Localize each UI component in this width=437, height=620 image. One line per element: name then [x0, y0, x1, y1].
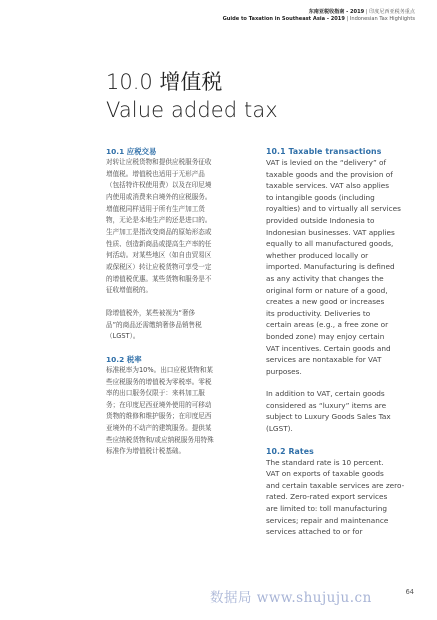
- paragraph-rates-en: The standard rate is 10 percent. VAT on exports of taxable goods and certain taxable services are zero- rated. Zero-rated export services are limited to: toll manufacturing services; repair and maintenance services attached to or for: [266, 457, 405, 537]
- section-heading-taxable-cn: 10.1 应税交易: [106, 147, 157, 156]
- paragraph-taxable-cn: 对转让应税货物和提供应税服务征收 增值税。增值税也适用于无形产品 （包括特许权使用费）以及在印尼境 内使用或消费来自境外的应税服务。 增值税同样适用于所有生产加工货 物，无论是本地生产的还是进口的。 生产加工是指改变商品的原始形态或 性质、创造新商品或提高生产率的任 何活动。对某些地区（如自由贸易区 或保税区）转让应税货物可享受一定 的增值税优惠。某些货物和服务是不 征收增值税的。: [106, 158, 212, 295]
- english-column: [266, 146, 416, 538]
- section-heading-rates-cn: 10.2 税率: [106, 354, 142, 364]
- header-topic-cn: | 印度尼西亚税务重点: [364, 9, 415, 15]
- section-heading-rates-en: 10.2 Rates: [266, 446, 314, 456]
- paragraph-taxable-en: VAT is levied on the “delivery” of taxable goods and the provision of taxable services. VAT also applies to intangible goods (including royalties) and to virtually all services provided outside Indonesia to Indonesian businesses. VAT applies equally to all manufactured goods, whether produced locally or imported. Manufacturing is defined as any activity that changes the original form or nature of a good, creates a new good or increases its productivity. Deliveries to certain areas (e.g., a free zone or bonded zone) may enjoy certain VAT incentives. Certain goods and services are nontaxable for VAT purposes.: [266, 158, 401, 376]
- paragraph-lgst-en: In addition to VAT, certain goods considered as “luxury” items are subject to Luxury Goods Sales Tax (LGST).: [266, 389, 391, 434]
- watermark: 数据局 www.shujuju.cn: [210, 590, 372, 606]
- chapter-title: [106, 68, 278, 124]
- paragraph-lgst-cn: 除增值税外，某些被视为“奢侈 品”的商品还需缴纳奢侈品销售税 （LGST）。: [106, 308, 202, 341]
- chapter-title-cn: 10.0 增值税: [106, 70, 223, 94]
- header-guide-en: Guide to Taxation in Southeast Asia - 2019: [222, 15, 345, 22]
- header-line-cn: [223, 9, 415, 16]
- header-topic-en: | Indonesian Tax Highlights: [344, 15, 415, 22]
- page-number: 64: [405, 588, 414, 596]
- paragraph-rates-cn: 标准税率为10%。出口应税货物和某 些应税服务的增值税为零税率。零税 率的出口服务仅限于：来料加工服 务；在印度尼西亚境外使用的可移动 货物的维修和维护服务；在印度尼西 亚境外的不动产的建筑服务。提供某 些应纳税货物和/或应纳税服务用特殊 标准作为增值税计税基础。: [106, 365, 214, 456]
- running-header: [223, 9, 415, 23]
- section-heading-taxable-en: 10.1 Taxable transactions: [266, 147, 382, 156]
- header-line-en: [223, 16, 415, 23]
- chinese-column: [106, 146, 252, 458]
- chapter-title-en: Value added tax: [106, 98, 278, 122]
- header-guide-cn: 东南亚税收指南 - 2019: [308, 9, 365, 15]
